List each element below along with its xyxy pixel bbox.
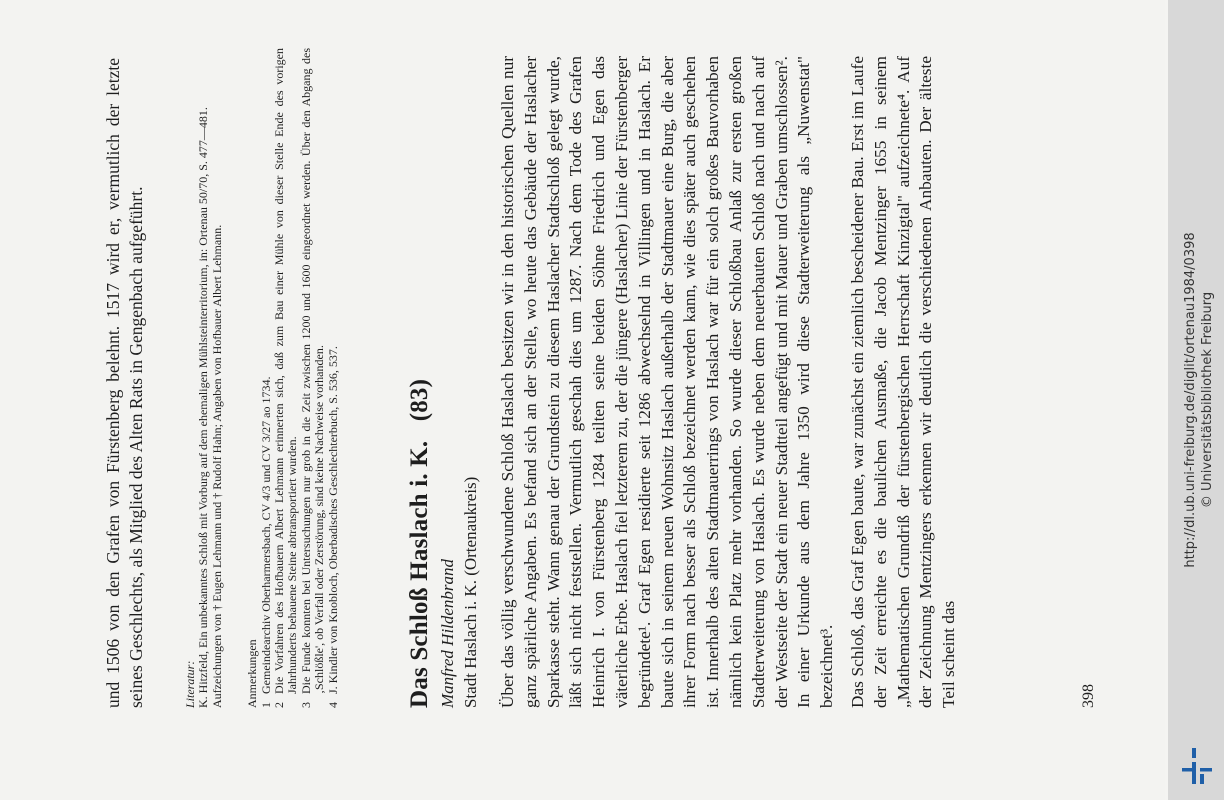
copyright-credit: © Universitätsbibliothek Freiburg xyxy=(1200,291,1215,509)
note-text: Gemeindearchiv Oberharmersbach, CV 4/3 und CV 3/27 ao 1734. xyxy=(258,376,273,694)
article-author: Manfred Hildenbrand xyxy=(438,558,458,708)
note-text: Die Funde konnten bei Untersuchungen nur grob in die Zeit zwischen 1200 und 1600 eingeordnet werden. Über den Abgang des ‚Schlößle', ob Verfall oder Zerstörung, sind keine Nachweise vorhanden. xyxy=(298,48,327,694)
note-number: 4 xyxy=(325,702,340,708)
notes-section xyxy=(246,48,340,708)
note-item xyxy=(260,48,273,708)
intro-paragraph: und 1506 von den Grafen von Fürstenberg belehnt. 1517 wird er, vermutlich der letzte seines Geschlechts, als Mitglied des Alten Rats in Gengenbach aufgeführt. xyxy=(103,58,146,708)
page-number: 398 xyxy=(1080,684,1097,708)
note-number: 2 xyxy=(272,702,287,708)
note-item xyxy=(273,48,300,708)
sidebar-info xyxy=(1180,0,1222,800)
notes-heading: Anmerkungen xyxy=(245,639,260,708)
note-text: J. Kindler von Knobloch, Oberbadisches Geschlechterbuch, S. 536, 537. xyxy=(325,346,340,694)
note-text: Die Vorfahren des Hofbauern Albert Lehmann erinnerten sich, daß zum Bau einer Mühle von dieser Stelle Ende des vorigen Jahrhunderts behauene Steine abtransportiert wurden. xyxy=(272,48,300,694)
literature-section xyxy=(184,58,224,708)
literature-text: K. Hitzfeld, Ein unbekanntes Schloß mit Vorburg auf dem ehemaligen Mühlsteinterritorium, in: Ortenau 50/70, S. 477—481. Aufzeichungen von † Eugen Lehmann und † Rudolf Hahn; Angaben von Hofbauer Albert Lehmann. xyxy=(196,107,224,708)
article-paragraph: Über das völlig verschwundene Schloß Haslach besitzen wir in den historischen Quellen nur ganz spärliche Angaben. Es befand sich an der Stelle, wo heute das Gebäude der Haslacher Sparkasse steht. Wann genau der Grundstein zu diesem Haslacher Stadtschloß gelegt wurde, läßt sich nicht feststellen. Vermutlich geschah dies um 1287. Nach dem Tode des Grafen Heinrich I. von Fürstenberg 1284 teilten seine beiden Söhne Friedrich und Egen das väterliche Erbe. Haslach fiel letzterem zu, der die jüngere (Haslacher) Linie der Fürstenberger begründete¹. Graf Egen residierte seit 1286 abwechselnd in Villingen und in Haslach. Er baute sich in seinem neuen Wohnsitz Haslach außerhalb der Stadtmauer eine Burg, die aber ihrer Form nach besser als Schloß bezeichnet werden kann, wie dies später auch geschehen ist. Innerhalb des alten Stadtmauerrings von Haslach war für ein solch großes Bauvorhaben nämlich kein Platz mehr vorhanden. So wurde dieser Schloßbau Anlaß zur ersten großen Stadterweiterung von Haslach. Es wurde neben dem neuerbauten Schloß nach und nach auf der Westseite der Stadt ein neuer Stadtteil angefügt und mit Mauer und Graben umschlossen². In einer Urkunde aus dem Jahre 1350 wird diese Stadterweiterung als „Nuwenstat" bezeichnet³. xyxy=(498,56,837,708)
literature-heading: Literatur: xyxy=(183,660,197,708)
note-item xyxy=(327,48,340,708)
article-paragraph: Das Schloß, das Graf Egen baute, war zunächst ein ziemlich bescheidener Bau. Erst im Laufe der Zeit erreichte es die baulichen Ausmaße, die Jacob Mentzinger 1655 in seinem „Mathematischen Grundriß der fürstenbergischen Herrschaft Kinzigtal" aufzeichnete⁴. Auf der Zeichnung Mentzingers erkennen wir deutlich die verschiedenen Anbauten. Der älteste Teil scheint das xyxy=(848,56,959,708)
article-title: Das Schloß Haslach i. K. (83) xyxy=(406,378,434,708)
note-number: 3 xyxy=(298,702,313,708)
note-number: 1 xyxy=(258,702,273,708)
source-url[interactable]: http://dl.ub.uni-freiburg.de/diglit/ortenau1984/0398 xyxy=(1183,232,1198,568)
note-item xyxy=(300,48,327,708)
article-location: Stadt Haslach i. K. (Ortenaukreis) xyxy=(461,476,481,708)
ub-freiburg-logo-icon xyxy=(1178,746,1218,786)
